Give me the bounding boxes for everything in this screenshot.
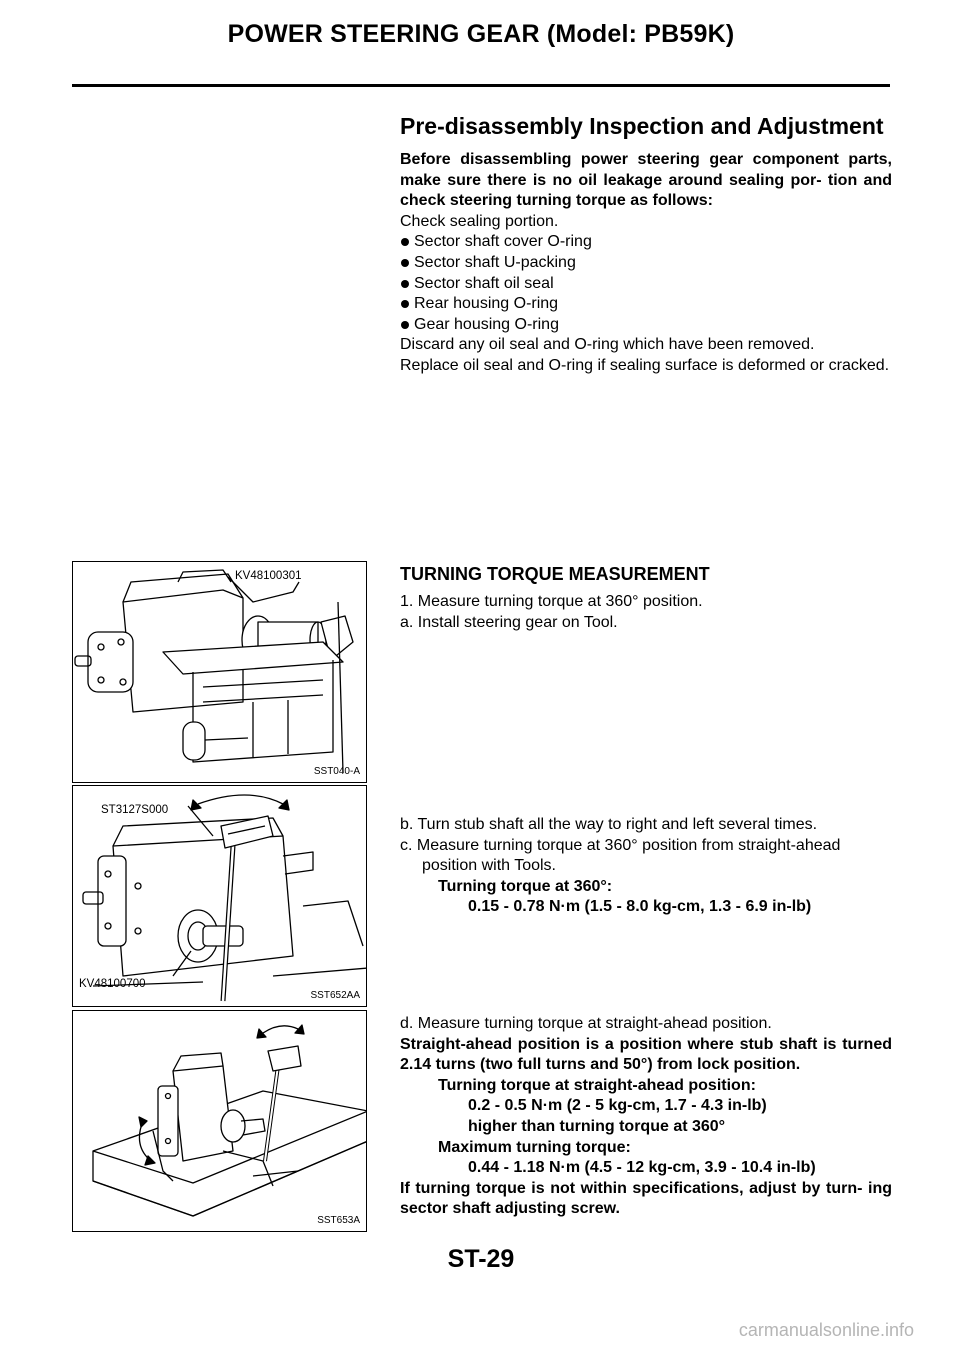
intro-block xyxy=(400,150,892,377)
figure-torque-360 xyxy=(72,785,367,1007)
page-header-title: POWER STEERING GEAR (Model: PB59K) xyxy=(227,20,735,48)
bullet-icon xyxy=(401,300,409,308)
figure-code: SST652AA xyxy=(310,990,360,1001)
discard-note: Discard any oil seal and O-ring which have been removed. xyxy=(400,336,815,354)
spec-straight-label: Turning torque at straight-ahead position: xyxy=(438,1076,756,1094)
torque-wrench-360-illustration xyxy=(73,786,367,1007)
callout-kv48100700: KV48100700 xyxy=(79,978,146,990)
page-number: ST-29 xyxy=(447,1245,515,1273)
bullet-icon xyxy=(401,280,409,288)
check-item: Sector shaft U-packing xyxy=(400,253,892,274)
replace-note: Replace oil seal and O-ring if sealing surface is deformed or cracked. xyxy=(400,356,890,374)
adjust-note: If turning torque is not within specifications, adjust by turn- ing sector shaft adjusting screw. xyxy=(400,1179,892,1218)
spec-360-value: 0.15 - 0.78 N·m (1.5 - 8.0 kg-cm, 1.3 - 6.9 in-lb) xyxy=(468,898,812,916)
callout-kv48100301: KV48100301 xyxy=(235,570,302,582)
bullet-icon xyxy=(401,321,409,329)
step-1-text: 1. Measure turning torque at 360° position. xyxy=(400,593,703,610)
check-item: Sector shaft oil seal xyxy=(400,274,892,295)
torque-wrench-straight-ahead-illustration xyxy=(73,1011,367,1232)
check-item: Rear housing O-ring xyxy=(400,294,892,315)
watermark-text: carmanualsonline.info xyxy=(738,1320,914,1340)
bullet-icon xyxy=(401,259,409,267)
spec-max-value: 0.44 - 1.18 N·m (4.5 - 12 kg-cm, 3.9 - 10.4 in-lb) xyxy=(468,1159,816,1177)
bullet-icon xyxy=(401,238,409,246)
callout-st3127s000: ST3127S000 xyxy=(101,804,169,816)
torque-section-title: TURNING TORQUE MEASUREMENT xyxy=(400,564,710,584)
step-d-text: d. Measure turning torque at straight-ahead position. xyxy=(400,1015,772,1032)
figure-code: SST040-A xyxy=(313,766,360,777)
step-a-text: a. Install steering gear on Tool. xyxy=(400,613,618,631)
check-item: Sector shaft cover O-ring xyxy=(400,232,892,253)
spec-straight-value-2: higher than turning torque at 360° xyxy=(468,1117,726,1135)
figure-vise-mount xyxy=(72,561,367,783)
figure-code: SST653A xyxy=(317,1215,360,1226)
step-b-text: b. Turn stub shaft all the way to right and left several times. xyxy=(400,816,818,833)
spec-max-label: Maximum turning torque: xyxy=(438,1138,631,1156)
section-title: Pre-disassembly Inspection and Adjustment xyxy=(400,113,884,139)
check-label: Check sealing portion. xyxy=(400,212,559,230)
step-c-text: c. Measure turning torque at 360° position from straight-ahead position with Tools. xyxy=(400,836,841,875)
intro-bold-text: Before disassembling power steering gear component parts, make sure there is no oil leakage around sealing por- tion and check steering turning torque as follows: xyxy=(400,151,892,210)
step-1-block xyxy=(400,592,892,633)
step-d-block xyxy=(400,1014,892,1220)
check-item: Gear housing O-ring xyxy=(400,315,892,336)
step-b-block xyxy=(400,815,892,918)
spec-straight-value-1: 0.2 - 0.5 N·m (2 - 5 kg-cm, 1.7 - 4.3 in-lb) xyxy=(468,1097,767,1115)
figure-torque-straight-ahead xyxy=(72,1010,367,1232)
spec-360-label: Turning torque at 360°: xyxy=(438,877,613,895)
header-rule xyxy=(72,84,890,87)
straight-ahead-definition: Straight-ahead position is a position where stub shaft is turned 2.14 turns (two full turns and 50°) from lock position. xyxy=(400,1035,892,1074)
steering-gear-on-vise-illustration xyxy=(73,562,367,783)
